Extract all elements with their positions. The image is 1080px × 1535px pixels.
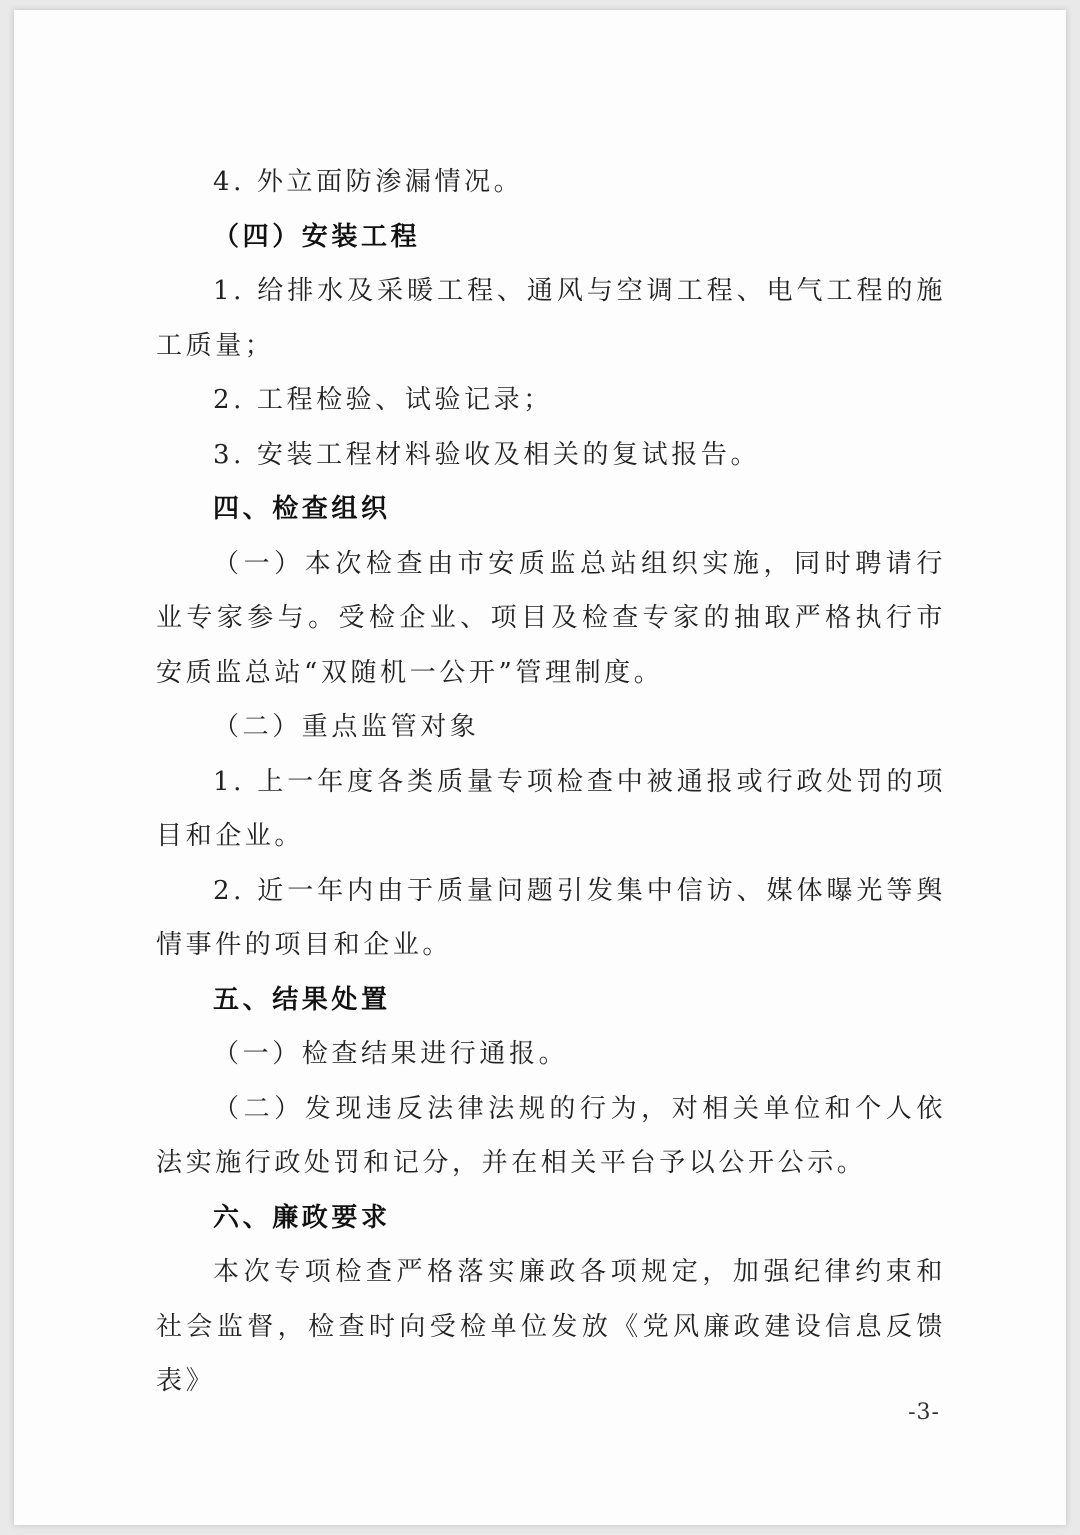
paragraph-result-1: （一）检查结果进行通报。: [213, 1039, 569, 1069]
paragraph-target-2: 2. 近一年内由于质量问题引发集中信访、媒体曝光等舆情事件的项目和企业。: [156, 875, 946, 960]
paragraph-item-2: 2. 工程检验、试验记录；: [213, 385, 553, 415]
heading-integrity-requirements: 六、廉政要求: [213, 1202, 391, 1233]
paragraph-item-3: 3. 安装工程材料验收及相关的复试报告。: [213, 439, 761, 470]
paragraph-result-2: （二）发现违反法律法规的行为，对相关单位和个人依法实施行政处罚和记分，并在相关平台予以公开公示。: [156, 1093, 946, 1178]
paragraph-item-1: 1. 给排水及采暖工程、通风与空调工程、电气工程的施工质量；: [156, 276, 946, 361]
heading-result-handling: 五、结果处置: [213, 984, 391, 1015]
page-number: -3-: [908, 1400, 940, 1425]
paragraph-organization-2: （二）重点监管对象: [213, 712, 480, 742]
paragraph-integrity: 本次专项检查严格落实廉政各项规定，加强纪律约束和社会监督，检查时向受检单位发放《党风廉政建设信息反馈表》: [156, 1257, 946, 1396]
paragraph-item-4: 4. 外立面防渗漏情况。: [213, 167, 524, 197]
subheading-installation: （四）安装工程: [213, 221, 421, 252]
heading-inspection-organization: 四、检查组织: [213, 494, 391, 524]
paragraph-organization-1: （一）本次检查由市安质监总站组织实施，同时聘请行业专家参与。受检企业、项目及检查专家的抽取严格执行市安质监总站“双随机一公开”管理制度。: [156, 548, 946, 688]
document-body: [156, 155, 946, 1409]
paragraph-target-1: 1. 上一年度各类质量专项检查中被通报或行政处罚的项目和企业。: [156, 766, 946, 851]
document-page: [14, 10, 1066, 1525]
